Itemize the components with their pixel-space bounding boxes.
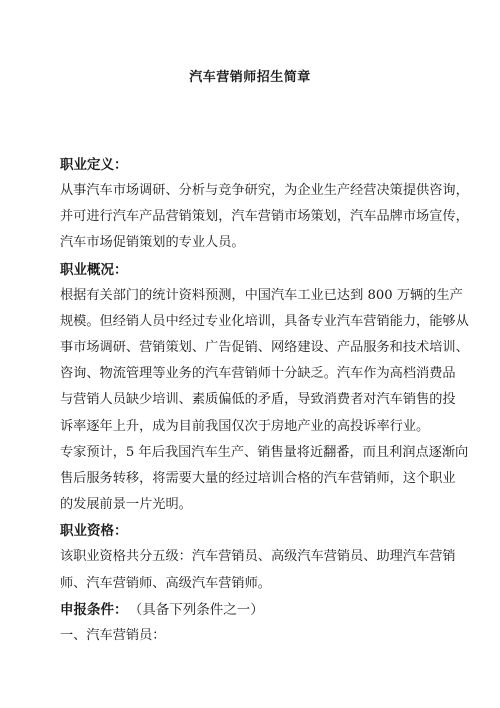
section-heading-qualification: 职业资格： (60, 523, 128, 540)
text-line: 事市场调研、营销策划、广告促销、网络建设、产品服务和技术培训、 (60, 340, 469, 356)
section-definition (60, 152, 469, 257)
text-line: 咨询、物流管理等业务的汽车营销师十分缺乏。汽车作为高档消费品 (60, 366, 456, 382)
paragraph-requirements (60, 623, 444, 649)
text-line: 根据有关部门的统计资料预测，中国汽车工业已达到 800 万辆的生产 (60, 287, 463, 303)
text-line: 该职业资格共分五级：汽车营销员、高级汽车营销员、助理汽车营销 (60, 549, 456, 565)
text-line: 汽车市场促销策划的专业人员。 (60, 235, 245, 251)
text-line: 一、汽车营销员： (60, 627, 166, 643)
section-requirements (60, 597, 444, 649)
text-line: 与营销人员缺少培训、素质偏低的矛盾，导致消费者对汽车销售的投 (60, 392, 456, 408)
section-heading-requirements (60, 597, 444, 623)
text-line: 专家预计，5 年后我国汽车生产、销售量将近翻番，而且利润点逐渐向 (60, 444, 469, 460)
section-heading-requirements-label: 申报条件： (60, 601, 128, 618)
text-line: 的发展前景一片光明。 (60, 497, 192, 513)
section-heading-definition: 职业定义： (60, 157, 128, 173)
text-line: 售后服务转移，将需要大量的经过培训合格的汽车营销师，这个职业 (60, 471, 456, 487)
text-line: 并可进行汽车产品营销策划，汽车营销市场策划，汽车品牌市场宣传， (60, 209, 469, 225)
document-body (60, 152, 469, 649)
text-line: 规模。但经销人员中经过专业化培训，具备专业汽车营销能力，能够从 (60, 313, 469, 329)
text-line: 师、汽车营销师、高级汽车营销师。 (60, 575, 271, 591)
section-overview (60, 257, 469, 519)
text-line: 从事汽车市场调研、分析与竞争研究，为企业生产经营决策提供咨询， (60, 183, 469, 198)
section-heading-requirements-note: （具备下列条件之一） (135, 601, 264, 618)
document-title: 汽车营销师招生简章 (189, 70, 311, 85)
section-qualification (60, 518, 456, 596)
paragraph-definition (60, 178, 469, 257)
text-line: 诉率逐年上升，成为目前我国仅次于房地产业的高投诉率行业。 (60, 418, 430, 434)
paragraph-overview (60, 283, 469, 519)
paragraph-qualification (60, 544, 456, 596)
section-heading-overview: 职业概况： (60, 261, 128, 278)
